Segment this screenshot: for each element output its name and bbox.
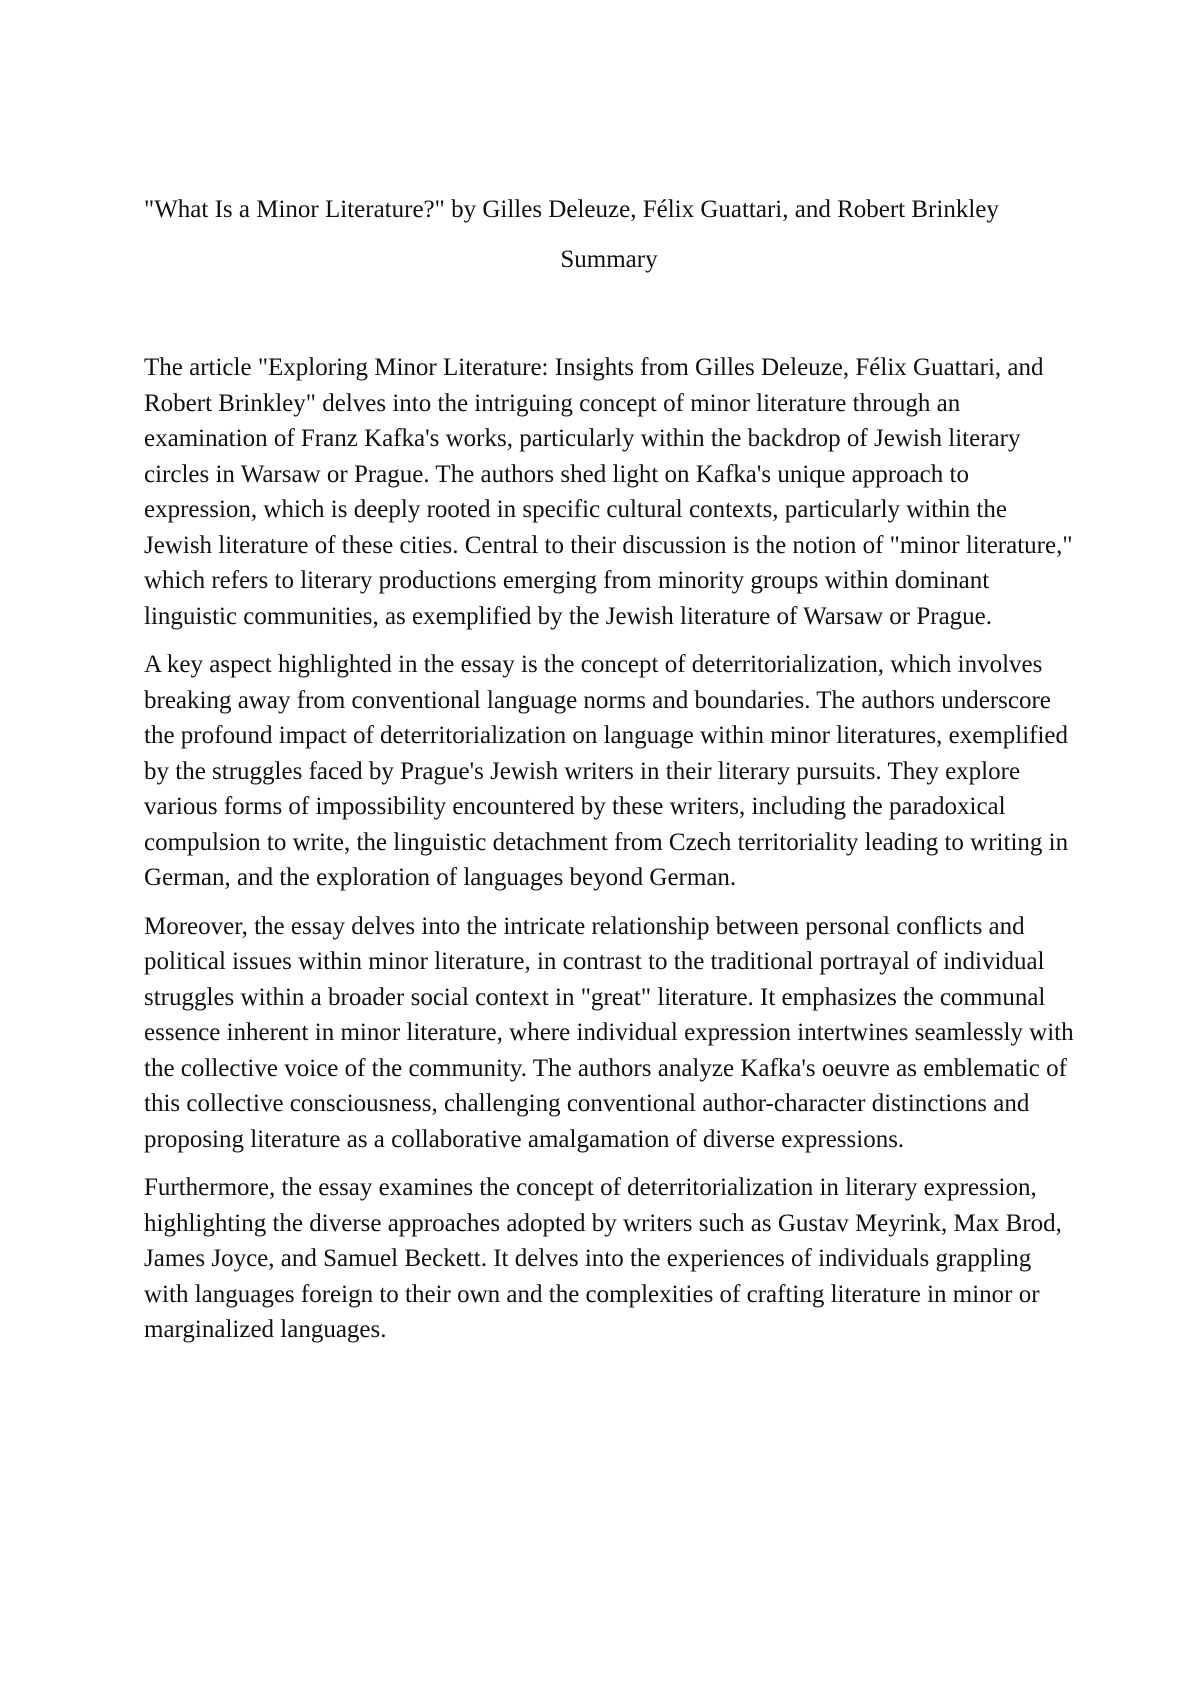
paragraph: The article "Exploring Minor Literature: Insights from Gilles Deleuze, Félix Guattari, and Robert Brinkley" delves into the intriguing concept of minor literature through an examination of Franz Kafka's works, particularly within the backdrop of Jewish literary circles in Warsaw or Prague. The authors shed light on Kafka's unique approach to expression, which is deeply rooted in specific cultural contexts, particularly within the Jewish literature of these cities. Central to their discussion is the notion of "minor literature," which refers to literary productions emerging from minority groups within dominant linguistic communities, as exemplified by the Jewish literature of Warsaw or Prague. (144, 354, 1073, 630)
paragraph: Moreover, the essay delves into the intricate relationship between personal conflicts and political issues within minor literature, in contrast to the traditional portrayal of individual struggles within a broader social context in "great" literature. It emphasizes the communal essence inherent in minor literature, where individual expression intertwines seamlessly with the collective voice of the community. The authors analyze Kafka's oeuvre as emblematic of this collective consciousness, challenging conventional author-character distinctions and proposing literature as a collaborative amalgamation of diverse expressions. (144, 912, 1074, 1153)
paragraph-list (144, 350, 1074, 1348)
summary-heading: Summary (560, 246, 658, 273)
document-title: "What Is a Minor Literature?" by Gilles Deleuze, Félix Guattari, and Robert Brinkley (144, 196, 999, 223)
paragraph: A key aspect highlighted in the essay is the concept of deterritorialization, which involves breaking away from conventional language norms and boundaries. The authors underscore the profound impact of deterritorialization on language within minor literatures, exemplified by the struggles faced by Prague's Jewish writers in their literary pursuits. They explore various forms of impossibility encountered by these writers, including the paradoxical compulsion to write, the linguistic detachment from Czech territoriality leading to writing in German, and the exploration of languages beyond German. (144, 651, 1069, 891)
paragraph: Furthermore, the essay examines the concept of deterritorialization in literary expression, highlighting the diverse approaches adopted by writers such as Gustav Meyrink, Max Brod, James Joyce, and Samuel Beckett. It delves into the experiences of individuals grappling with languages foreign to their own and the complexities of crafting literature in minor or marginalized languages. (144, 1174, 1062, 1343)
document-body (144, 192, 1074, 1361)
